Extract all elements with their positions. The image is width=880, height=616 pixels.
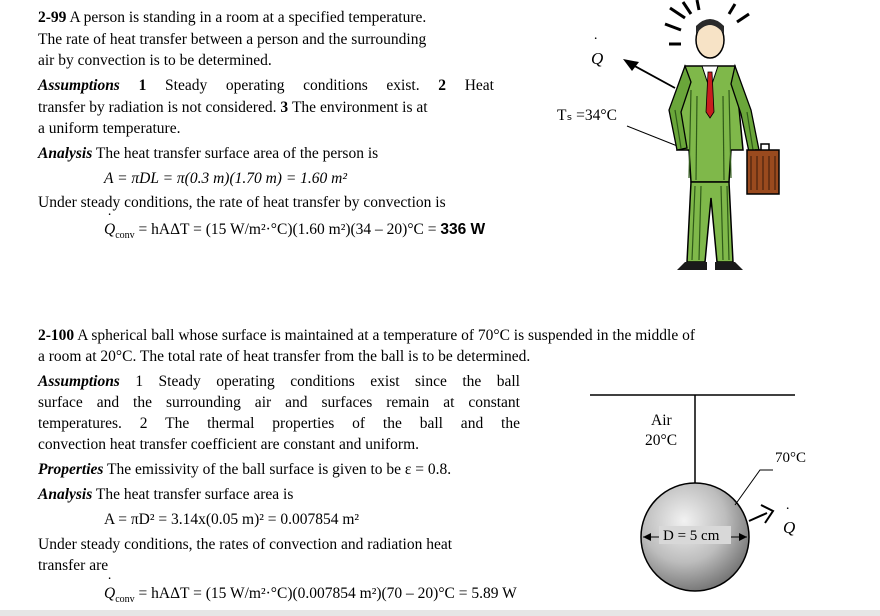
bottom-edge xyxy=(0,610,880,616)
surface-temp-leader xyxy=(735,470,773,505)
p299-convection-equation: ˙ $Q_{conv} = hA\Delta T = (15$ W/m²·°C)(1.60 m²)(34 – 20)°C = 336 W xyxy=(104,221,485,241)
person-figure xyxy=(545,0,880,280)
p299-intro-line-2: The rate of heat transfer between a person and the surrounding xyxy=(38,31,427,48)
p299-intro-line-1: 2-99 A person is standing in a room at a specified temperature. xyxy=(38,9,427,26)
left-shoe xyxy=(677,262,707,270)
right-shoe xyxy=(715,262,743,270)
svg-text:˙: ˙ xyxy=(785,505,791,522)
p299-assumptions-line-2: transfer by radiation is not considered. 3 The environment is at xyxy=(38,99,428,116)
q-dot-symbol: ˙ Q xyxy=(104,221,115,239)
briefcase-icon xyxy=(747,144,779,194)
surface-temp-label: 70°C xyxy=(775,450,807,466)
p2100-analysis-line: Analysis The heat transfer surface area is xyxy=(38,486,294,503)
p2100-steady-line-2: transfer are xyxy=(38,557,109,574)
p299-area-equation: A = πDL = π(0.3 m)(1.70 m) = 1.60 m² xyxy=(104,170,348,187)
p2100-intro-line-1: 2-100 A spherical ball whose surface is maintained at a temperature of 70°C is suspended in the middle of xyxy=(38,327,696,344)
svg-text:˙: ˙ xyxy=(593,35,599,52)
air-label: Air xyxy=(651,412,672,429)
p299-assumptions-line-3: a uniform temperature. xyxy=(38,120,181,137)
diameter-label: D = 5 cm xyxy=(663,528,720,544)
air-temp-label: 20°C xyxy=(645,432,678,449)
p2100-steady-line-1: Under steady conditions, the rates of convection and radiation heat xyxy=(38,536,453,553)
p2100-assumptions-line-4: convection heat transfer coefficient are constant and uniform. xyxy=(38,436,420,453)
p299-result: 336 W xyxy=(440,221,486,238)
p2100-properties-line: Properties The emissivity of the ball surface is given to be ε = 0.8. xyxy=(38,461,452,478)
p299-intro-line-3: air by convection is to be determined. xyxy=(38,52,272,69)
p299-q-label: Q xyxy=(591,49,604,68)
p299-ts-label: Tₛ =34°C xyxy=(557,107,617,124)
p2100-heading: 2-100 xyxy=(38,327,75,344)
heat-arrow xyxy=(631,64,675,88)
p299-assumptions-line-1: Assumptions 1 Steady operating conditions exist. 2 Heat xyxy=(38,77,494,94)
p2100-convection-equation: ˙ $Q_{conv} = hA\Delta T = (15$ W/m²·°C)(0.007854 m²)(70 – 20)°C = 5.89 W xyxy=(104,585,517,605)
heat-arrow-head xyxy=(623,59,639,71)
p2100-area-equation: A = πD² = 3.14x(0.05 m)² = 0.007854 m² xyxy=(104,511,360,528)
p2100-assumptions-line-2: surface and the surrounding air and surfaces remain at constant xyxy=(38,394,520,411)
p299-analysis-line: Analysis The heat transfer surface area of the person is xyxy=(38,145,379,162)
p2100-q-label: Q xyxy=(783,518,796,537)
p2100-assumptions-line-3: temperatures. 2 The thermal properties of the ball and the xyxy=(38,415,520,432)
ball-figure xyxy=(585,385,845,610)
heat-arrow xyxy=(749,513,767,521)
p299-heading: 2-99 xyxy=(38,9,67,26)
p2100-assumptions-line-1: Assumptions 1 Steady operating conditions exist since the ball xyxy=(38,373,520,390)
p2100-intro-line-2: a room at 20°C. The total rate of heat transfer from the ball is to be determined. xyxy=(38,348,531,365)
p299-steady-text: Under steady conditions, the rate of heat transfer by convection is xyxy=(38,194,446,211)
q-dot-symbol: ˙ Q xyxy=(104,585,115,603)
